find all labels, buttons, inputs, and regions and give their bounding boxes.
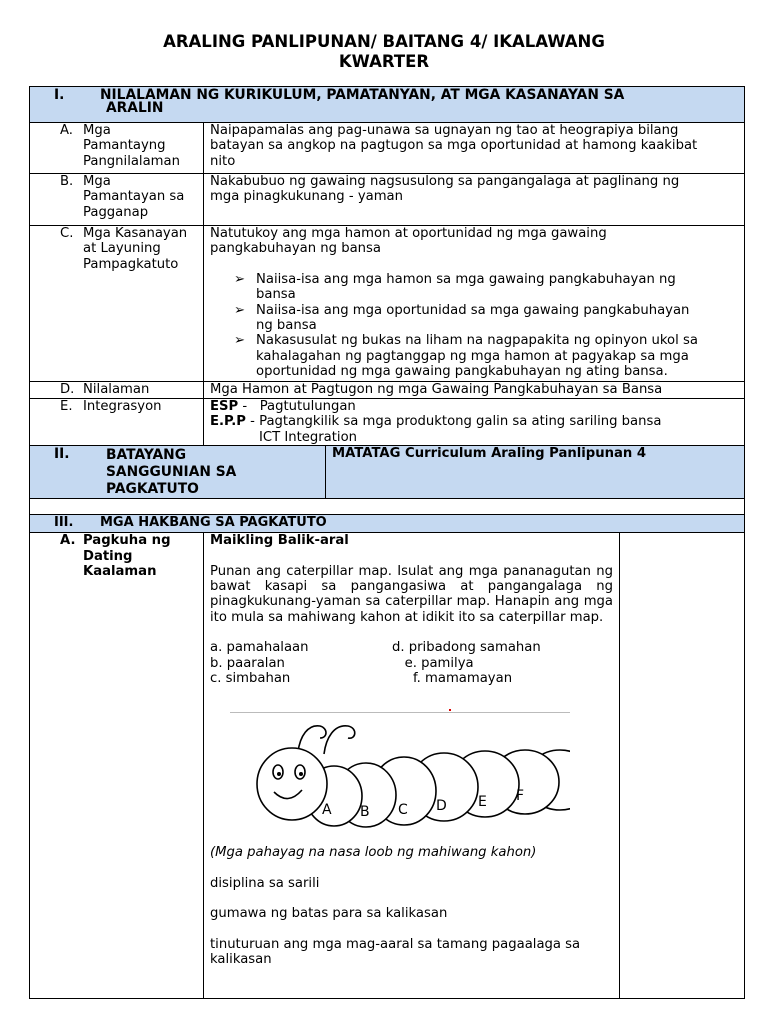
row-c-content-1: Natutukoy ang mga hamon at oportunidad ng mga gawaing [210,226,607,241]
epp-label: E.P.P [210,414,246,430]
esp-value: - Pagtutulungan [238,399,356,414]
caterpillar-letter-d: D [436,798,447,815]
row-a-label-1: Mga [83,123,111,138]
row-3a-empty-cell [620,533,745,999]
antenna-left [298,726,326,752]
objective-2-line-2: ng bansa [256,318,317,334]
caterpillar-letter-f: F [516,788,525,805]
epp-line [210,414,740,429]
row-3a-label-1: Pagkuha ng [83,533,171,549]
objective-item [234,302,740,334]
row-a-label-3: Pangnilalaman [83,153,180,169]
row-nilalaman [30,382,745,399]
row-c-content [204,226,745,382]
caterpillar-letter-e: E [478,794,487,811]
row-c-letter: C. [60,226,74,241]
arrow-bullet-icon: ➢ [234,271,246,287]
objective-3-line-2: kahalagahan ng pagtanggap ng mga hamon at pagyakap sa mga [256,348,689,364]
choice-item: c. simbahan [210,671,291,687]
arrow-bullet-icon: ➢ [234,302,246,318]
objectives-list [210,272,740,380]
caterpillar-head [257,748,327,820]
row-a-content-2: batayan sa angkop na pagtugon sa mga oportunidad at hamong kaakibat [210,138,698,154]
section-1-header-row [30,87,745,123]
choice-item: a. pamahalaan [210,640,309,656]
choice-item: b. paaralan [210,655,285,671]
row-e-content [204,399,745,446]
caterpillar-map-drawing [230,712,570,828]
row-c-label-3: Pampagkatuto [83,256,179,272]
row-e-label-1: Integrasyon [83,399,162,414]
row-pamantayang-pangnilalaman [30,123,745,174]
row-b-label-1: Mga [83,174,111,189]
row-a-label-cell [30,123,204,174]
row-c-content-2: pangkabuhayan ng bansa [210,241,381,257]
row-pagkuha-ng-dating-kaalaman [30,533,745,999]
row-b-content [204,174,745,226]
row-pamantayan-sa-pagganap [30,174,745,226]
blank-row [30,499,745,515]
choice-item: e. pamilya [392,655,474,671]
choice-item: d. pribadong samahan [392,640,541,656]
row-c-label-2: at Layuning [83,241,161,257]
section-3-header [30,515,745,533]
row-3a-label-cell [30,533,204,999]
ict-integration: ICT Integration [259,429,358,445]
esp-label: ESP [210,399,239,414]
section-1-heading-line-2: ARALIN [106,100,164,117]
divider-line [230,712,570,713]
row-d-label-1: Nilalaman [83,382,150,397]
row-3a-label-3: Kaalaman [83,564,157,580]
statement-item: tinuturuan ang mga mag-aaral sa tamang pagaalaga sa kalikasan [210,936,581,968]
title-line-2: KWARTER [338,52,430,71]
row-a-letter: A. [60,123,73,138]
row-3a-letter: A. [60,533,76,549]
row-b-letter: B. [60,174,74,189]
section-2-number: II. [54,446,70,463]
statement-item: disiplina sa sarili [210,875,320,891]
arrow-bullet-icon: ➢ [234,333,246,349]
objective-2-line-1: Naiisa-isa ang mga oportunidad sa mga gawaing pangkabuhayan [256,302,690,318]
section-3-heading: MGA HAKBANG SA PAGKATUTO [100,515,327,531]
row-b-content-1: Nakabubuo ng gawaing nagsusulong sa pangangalaga at paglinang ng [210,174,680,189]
row-d-content: Mga Hamon at Pagtugon ng mga Gawaing Pangkabuhayan sa Bansa [204,382,745,399]
row-b-label-2: Pamantayan sa [83,189,185,205]
section-1-header [30,87,745,123]
section-2-heading-1: BATAYANG [106,447,187,464]
mystery-box-caption: (Mga pahayag na nasa loob ng mahiwang kahon) [210,845,537,861]
section-2-header [30,446,326,499]
caterpillar-letter-a: A [322,802,332,819]
section-3-header-row [30,515,745,533]
red-dot [449,709,451,711]
blank-cell [30,499,745,515]
row-b-content-2: mga pinagkukunang - yaman [210,189,403,205]
choices-list [210,640,613,686]
title-line-1: ARALING PANLIPUNAN/ BAITANG 4/ IKALAWANG [163,32,605,51]
reference-cell: MATATAG Curriculum Araling Panlipunan 4 [326,446,745,499]
objective-1-line-1: Naiisa-isa ang mga hamon sa mga gawaing pangkabuhayan ng [256,271,676,287]
row-e-letter: E. [60,399,73,414]
row-a-content [204,123,745,174]
row-b-label-cell [30,174,204,226]
row-mga-kasanayan [30,226,745,382]
review-instruction: Punan ang caterpillar map. Isulat ang mga pananagutan ng bawat kasapi sa pangangasiwa at pangangalaga ng pinagkukunang-yaman sa caterpillar map. Hanapin ang mga ito mula sa mahiwang kahon at idikit ito sa caterpillar map. [210,563,613,625]
caterpillar-letter-b: B [360,804,370,821]
row-b-label-3: Pagganap [83,204,149,220]
document-title [0,32,768,72]
row-d-letter: D. [60,382,75,397]
row-e-label-cell [30,399,204,446]
objective-item [234,271,740,303]
objective-3-line-3: oportunidad ng mga gawaing pangkabuhayan ng ating bansa. [256,364,668,380]
row-c-label-1: Mga Kasanayan [83,226,188,241]
row-a-label-2: Pamantayng [83,138,166,154]
choice-item: f. mamamayan [392,671,513,687]
epp-value: - Pagtangkilik sa mga produktong galin sa ating sariling bansa [245,414,662,430]
row-3a-label-2: Dating [83,548,133,564]
objective-3-line-1: Nakasusulat ng bukas na liham na nagpapakita ng opinyon ukol sa [256,333,698,349]
statement-item: gumawa ng batas para sa kalikasan [210,906,448,922]
section-2-heading-3: PAGKATUTO [106,481,199,498]
review-subtitle: Maikling Balik-aral [210,533,349,549]
row-a-content-1: Naipapamalas ang pag-unawa sa ugnayan ng tao at heograpiya bilang [210,123,679,138]
objective-1-line-2: bansa [256,287,296,303]
antenna-right [324,726,355,754]
row-d-label-cell [30,382,204,399]
section-2-heading-2: SANGGUNIAN SA [106,464,237,481]
esp-line [210,399,740,414]
section-1-number: I. [54,87,65,103]
row-c-label-cell [30,226,204,382]
section-2-row [30,446,745,499]
caterpillar-letter-c: C [398,802,408,819]
lesson-plan-table [29,86,745,999]
row-a-content-3: nito [210,153,236,169]
caterpillar-map [230,712,570,828]
section-1-heading-line-1: NILALAMAN NG KURIKULUM, PAMATANYAN, AT MGA KASANAYAN SA [100,87,625,103]
row-3a-content [204,533,620,999]
row-integrasyon [30,399,745,446]
objective-item [234,333,740,380]
section-3-number: III. [54,515,74,531]
